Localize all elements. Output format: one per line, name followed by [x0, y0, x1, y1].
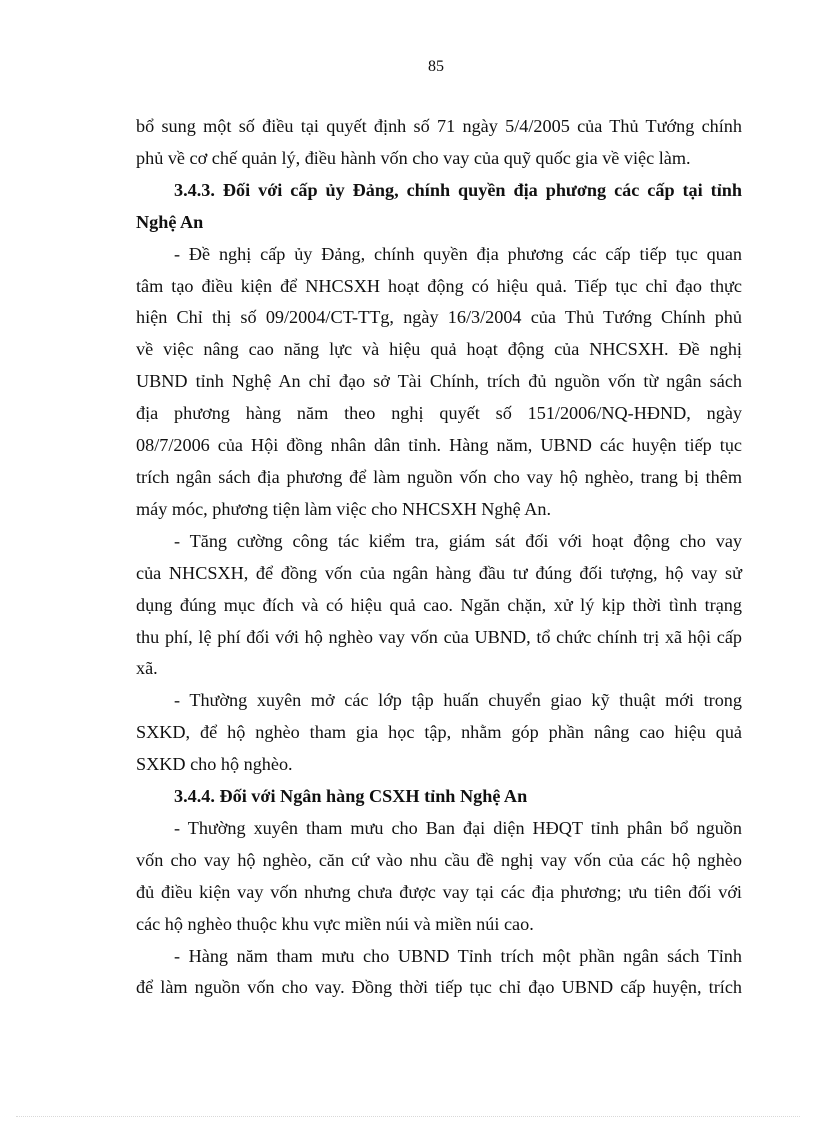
paragraph-line: dụng đúng mục đích và có hiệu quả cao. Ngăn chặn, xử lý kịp thời tình trạng: [136, 594, 742, 615]
paragraph-line: hiện Chỉ thị số 09/2004/CT-TTg, ngày 16/3/2004 của Thủ Tướng Chính phủ: [136, 307, 742, 328]
paragraph-line: của NHCSXH, để đồng vốn của ngân hàng đầu tư đúng đối tượng, hộ vay sử: [136, 562, 742, 583]
page-bottom-divider: [16, 1116, 800, 1117]
paragraph-line: máy móc, phương tiện làm việc cho NHCSXH Nghệ An.: [136, 498, 551, 519]
paragraph-line: về việc nâng cao năng lực và hiệu quả hoạt động của NHCSXH. Đề nghị: [136, 339, 742, 360]
section-heading-3-4-3: Nghệ An: [136, 211, 204, 232]
paragraph-line: UBND tỉnh Nghệ An chỉ đạo sở Tài Chính, trích đủ nguồn vốn từ ngân sách: [136, 371, 742, 392]
paragraph-continuation: bổ sung một số điều tại quyết định số 71 ngày 5/4/2005 của Thủ Tướng chính: [136, 116, 742, 136]
paragraph-line: xã.: [136, 658, 158, 679]
paragraph-line: SXKD, để hộ nghèo tham gia học tập, nhằm góp phần nâng cao hiệu quả: [136, 722, 742, 743]
paragraph-line: 08/7/2006 của Hội đồng nhân dân tỉnh. Hàng năm, UBND các huyện tiếp tục: [136, 435, 742, 456]
paragraph-line: các hộ nghèo thuộc khu vực miền núi và miền núi cao.: [136, 913, 534, 934]
paragraph-line: - Đề nghị cấp ủy Đảng, chính quyền địa phương các cấp tiếp tục quan: [174, 243, 742, 264]
paragraph-line: - Thường xuyên tham mưu cho Ban đại diện HĐQT tỉnh phân bổ nguồn: [174, 817, 742, 838]
page-number: 85: [428, 58, 444, 75]
paragraph-line: - Thường xuyên mở các lớp tập huấn chuyển giao kỹ thuật mới trong: [174, 690, 742, 711]
section-heading-3-4-3: 3.4.3. Đối với cấp ủy Đảng, chính quyền địa phương các cấp tại tỉnh: [174, 179, 742, 200]
paragraph-line: đủ điều kiện vay vốn nhưng chưa được vay tại các địa phương; ưu tiên đối với: [136, 881, 742, 902]
paragraph-line: vốn cho vay hộ nghèo, căn cứ vào nhu cầu đề nghị vay vốn của các hộ nghèo: [136, 849, 742, 870]
paragraph-line: SXKD cho hộ nghèo.: [136, 754, 293, 775]
section-heading-3-4-4: 3.4.4. Đối với Ngân hàng CSXH tỉnh Nghệ An: [174, 786, 528, 807]
document-body: [136, 111, 742, 1004]
paragraph-line: - Hàng năm tham mưu cho UBND Tỉnh trích một phần ngân sách Tỉnh: [174, 945, 742, 966]
paragraph-line: thu phí, lệ phí đối với hộ nghèo vay vốn của UBND, tổ chức chính trị xã hội cấp: [136, 626, 742, 647]
paragraph-line: địa phương hàng năm theo nghị quyết số 151/2006/NQ-HĐND, ngày: [136, 403, 742, 424]
paragraph-continuation: phủ về cơ chế quản lý, điều hành vốn cho vay của quỹ quốc gia về việc làm.: [136, 147, 691, 168]
paragraph-line: để làm nguồn vốn cho vay. Đồng thời tiếp tục chỉ đạo UBND cấp huyện, trích: [136, 977, 742, 998]
paragraph-line: - Tăng cường công tác kiểm tra, giám sát đối với hoạt động cho vay: [174, 530, 742, 551]
paragraph-line: tâm tạo điều kiện để NHCSXH hoạt động có hiệu quả. Tiếp tục chỉ đạo thực: [136, 275, 742, 296]
paragraph-line: trích ngân sách địa phương để làm nguồn vốn cho vay hộ nghèo, trang bị thêm: [136, 466, 742, 487]
